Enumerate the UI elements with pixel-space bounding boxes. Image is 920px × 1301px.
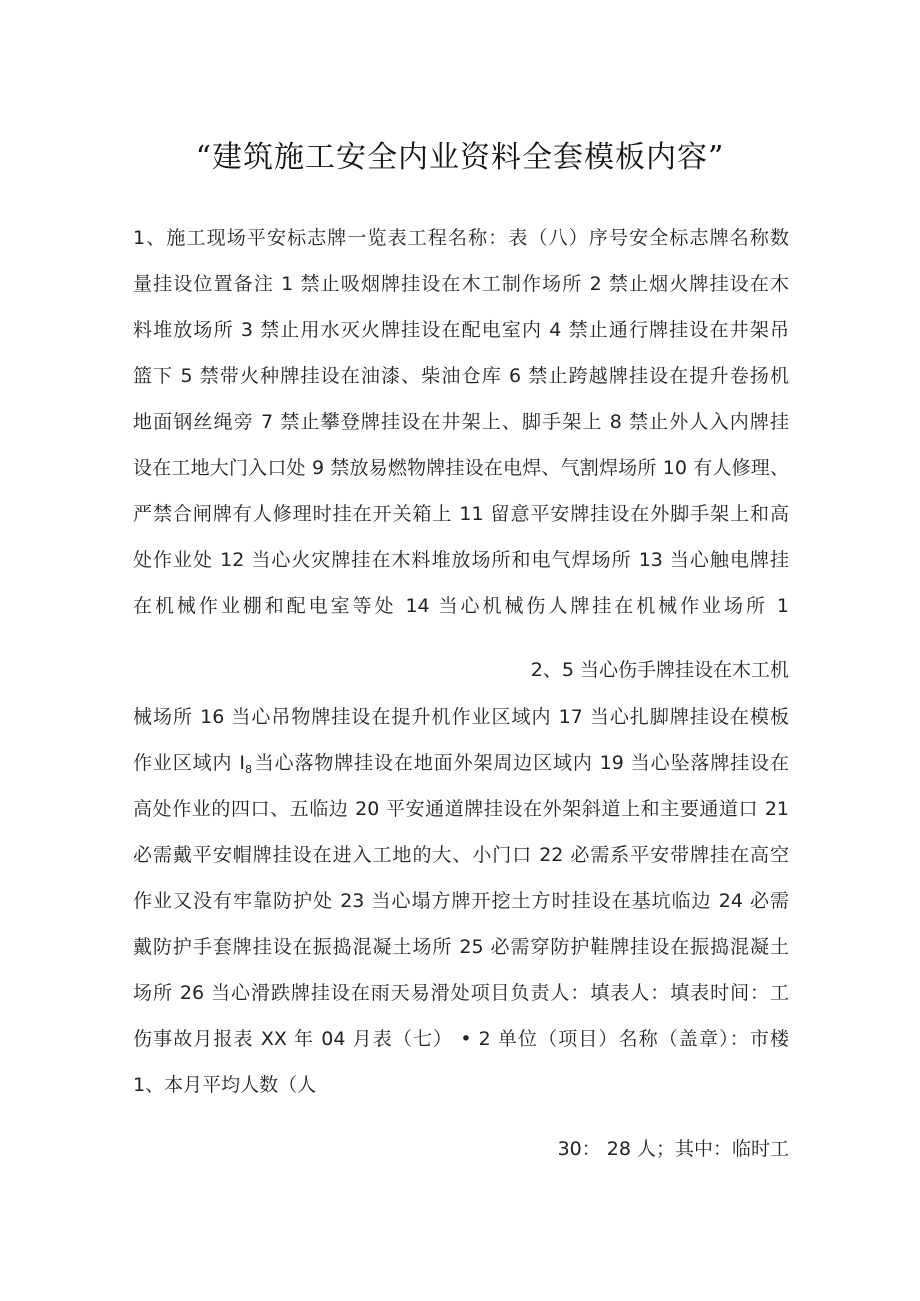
body-line-12-text: 当心落物牌挂设在地面外架周边区域内 19 当心坠落牌挂设在 xyxy=(253,752,789,774)
document-title: “建筑施工安全内业资料全套模板内容” xyxy=(195,140,725,175)
body-line-1: 1、施工现场平安标志牌一览表工程名称：表（八）序号安全标志牌名称数 xyxy=(133,227,789,249)
body-line-11: 械场所 16 当心吊物牌挂设在提升机作业区域内 17 当心扎脚牌挂设在模板 xyxy=(133,706,789,728)
body-line-9: 在机械作业棚和配电室等处 14 当心机械伤人牌挂在机械作业场所 1 xyxy=(133,595,789,617)
body-line-7: 严禁合闸牌有人修理时挂在开关箱上 11 留意平安牌挂设在外脚手架上和高 xyxy=(133,503,789,525)
body-line-16: 戴防护手套牌挂设在振捣混凝土场所 25 必需穿防护鞋牌挂设在振捣混凝土 xyxy=(133,936,789,958)
body-line-13: 高处作业的四口、五临边 20 平安通道牌挂设在外架斜道上和主要通道口 21 xyxy=(133,798,789,820)
body-line-6: 设在工地大门入口处 9 禁放易燃物牌挂设在电焊、气割焊场所 10 有人修理、 xyxy=(133,457,789,479)
body-line-14: 必需戴平安帽牌挂设在进入工地的大、小门口 22 必需系平安带牌挂在高空 xyxy=(133,844,789,866)
body-line-4: 篮下 5 禁带火种牌挂设在油漆、柴油仓库 6 禁止跨越牌挂设在提升卷扬机 xyxy=(133,365,789,387)
body-line-18: 伤事故月报表 XX 年 04 月表（七） • 2 单位（项目）名称（盖章）：市楼 xyxy=(133,1028,789,1050)
body-line-8: 处作业处 12 当心火灾牌挂在木料堆放场所和电气焊场所 13 当心触电牌挂 xyxy=(133,549,789,571)
body-line-12-prefix: 作业区域内 I xyxy=(133,752,245,774)
body-line-5: 地面钢丝绳旁 7 禁止攀登牌挂设在井架上、脚手架上 8 禁止外人入内牌挂 xyxy=(133,411,789,433)
body-line-17: 场所 26 当心滑跌牌挂设在雨天易滑处项目负责人：填表人：填表时间：工 xyxy=(133,982,789,1004)
body-line-3: 料堆放场所 3 禁止用水灭火牌挂设在配电室内 4 禁止通行牌挂设在井架吊 xyxy=(133,319,789,341)
body-line-20: 30： 28 人；其中：临时工 xyxy=(557,1138,789,1160)
body-line-12 xyxy=(133,747,789,786)
body-line-19: 1、本月平均人数（人 xyxy=(133,1074,317,1096)
body-line-12-subscript: 8 xyxy=(244,763,252,776)
body-line-15: 作业又没有牢靠防护处 23 当心塌方牌开挖土方时挂设在基坑临边 24 必需 xyxy=(133,890,789,912)
body-line-10: 2、5 当心伤手牌挂设在木工机 xyxy=(530,659,789,681)
body-line-2: 量挂设位置备注 1 禁止吸烟牌挂设在木工制作场所 2 禁止烟火牌挂设在木 xyxy=(133,273,789,295)
